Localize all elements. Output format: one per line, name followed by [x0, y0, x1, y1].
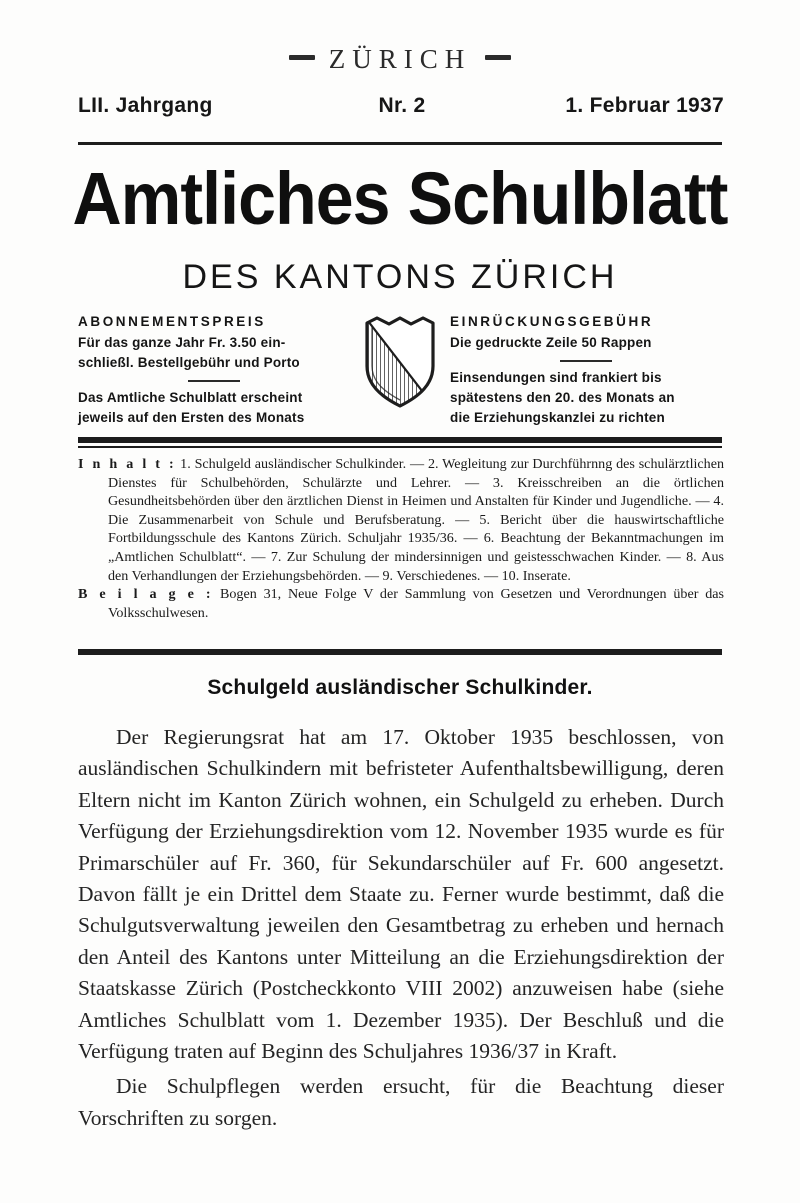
- header-rule: [78, 142, 722, 145]
- subscription-line-3: Das Amtliche Schulblatt erscheint: [78, 390, 303, 405]
- info-band: [78, 312, 722, 424]
- article-paragraph-1: Der Regierungsrat hat am 17. Oktober 1935 beschlossen, von ausländischen Schulkindern mit befristeter Aufenthaltsbewilligung, deren Eltern nicht im Kanton Zürich wohnen, ein Schulgeld zu erheben. Durch Verfügung der Erziehungsdirektion vom 12. November 1935 wurde es für Primarschüler auf Fr. 360, für Sekundarschüler auf Fr. 600 angesetzt. Davon fällt je ein Drittel dem Staate zu. Ferner wurde bestimmt, daß die Schulgutsverwaltung jeweilen den Gesamtbetrag zu erheben und hernach den Anteil des Kantons unter Mitteilung an die Erziehungsdirektion der Staatskasse Zürich (Postcheckkonto VIII 2002) anzuweisen habe (siehe Amtliches Schulblatt vom 1. Dezember 1935). Der Beschluß und die Verfügung traten auf Beginn des Schuljahres 1936/37 in Kraft.: [78, 725, 724, 1064]
- contents-entry-list: [78, 455, 724, 585]
- page-subtitle: DES KANTONS ZÜRICH: [182, 258, 618, 296]
- city-name: ZÜRICH: [328, 44, 472, 74]
- contents-bottom-rule: [78, 649, 722, 655]
- advertising-heading: EINRÜCKUNGSGEBÜHR: [450, 314, 654, 329]
- issue-date-label: 1. Februar 1937: [565, 94, 724, 117]
- subscription-line-4: jeweils auf den Ersten des Monats: [78, 410, 305, 425]
- zurich-coat-of-arms-icon: [360, 314, 440, 410]
- volume-label: LII. Jahrgang: [78, 94, 213, 117]
- city-line: [0, 44, 800, 75]
- emblem-container: [357, 312, 443, 410]
- subscription-heading: ABONNEMENTSPREIS: [78, 314, 266, 329]
- article-body: [78, 722, 724, 1134]
- advertising-info: [450, 312, 722, 428]
- subscription-separator: [188, 380, 240, 382]
- dash-left-icon: [289, 55, 315, 60]
- page-title: Amtliches Schulblatt: [72, 157, 728, 240]
- supplement-label: B e i l a g e :: [78, 586, 214, 603]
- contents-text: 1. Schulgeld ausländischer Schulkinder. — 2. Wegleitung zur Durchführnng des schulärztlichen Dienstes für Schulbehörden, Schulärzte und Lehrer. — 3. Kreisschreiben an die örtlichen Gesundheitsbehörden über den ärztlichen Dienst in Heimen und Anstalten für Kinder und Jugendliche. — 4. Die Zusammenarbeit von Schule und Berufsberatung. — 5. Bericht über die hauswirtschaftliche Fortbildungsschule des Kantons Zürich. Schuljahr 1935/36. — 6. Beachtung der Bekanntmachungen im „Amtlichen Schulblatt“. — 7. Zur Schulung der mindersinnigen und geistesschwachen Kinder. — 8. Aus den Verhandlungen der Erziehungsbehörden. — 9. Verschiedenes. — 10. Inserate.: [108, 456, 725, 584]
- table-of-contents: [78, 455, 724, 622]
- advertising-line-2: Einsendungen sind frankiert bis: [450, 370, 662, 385]
- issue-line: [78, 94, 724, 118]
- issue-number-label: Nr. 2: [378, 94, 426, 117]
- supplement-entry: [78, 585, 724, 622]
- supplement-text: Bogen 31, Neue Folge V der Sammlung von Gesetzen und Verordnungen über das Volksschulwesen.: [108, 586, 724, 621]
- advertising-line-3: spätestens den 20. des Monats an: [450, 390, 675, 405]
- subscription-line-1: Für das ganze Jahr Fr. 3.50 ein-: [78, 335, 286, 350]
- subscription-line-2: schließl. Bestellgebühr und Porto: [78, 355, 300, 370]
- article-heading: Schulgeld ausländischer Schulkinder.: [207, 676, 593, 699]
- advertising-separator: [560, 360, 612, 362]
- contents-top-rule: [78, 437, 722, 448]
- subscription-info: [78, 312, 350, 428]
- advertising-line-4: die Erziehungskanzlei zu richten: [450, 410, 665, 425]
- contents-label: I n h a l t :: [78, 456, 177, 472]
- advertising-line-1: Die gedruckte Zeile 50 Rappen: [450, 335, 652, 350]
- dash-right-icon: [485, 55, 511, 60]
- article-paragraph-2: Die Schulpflegen werden ersucht, für die Beachtung dieser Vorschriften zu sorgen.: [78, 1074, 724, 1130]
